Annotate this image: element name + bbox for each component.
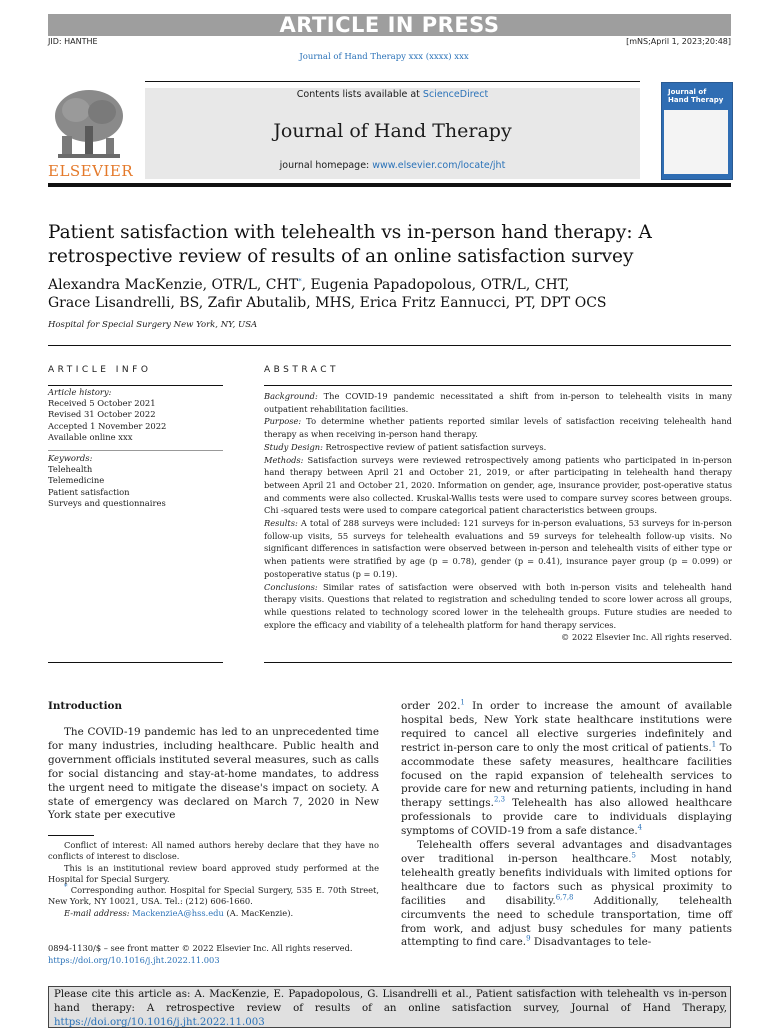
journal-homepage-line: journal homepage: www.elsevier.com/locate/jht: [279, 160, 506, 171]
article-title: Patient satisfaction with telehealth vs in-person hand therapy: A retrospective review of results of an online satisfaction survey: [48, 222, 652, 267]
title-bottom-rule: [48, 345, 731, 346]
cover-title: Journal of Hand Therapy: [668, 88, 724, 104]
cover-page-graphic: [664, 110, 728, 174]
jid-label: JID: HANTHE: [48, 37, 98, 46]
introduction-heading: Introduction: [48, 700, 122, 712]
sciencedirect-link[interactable]: ScienceDirect: [422, 89, 489, 100]
keywords-rule: [48, 450, 223, 451]
article-history: Article history: Received 5 October 2021 Revised 31 October 2022 Accepted 1 November 2022 Available online xxx: [48, 387, 167, 442]
abstract-rule: [264, 385, 732, 386]
reference-link[interactable]: 1: [460, 698, 465, 707]
abstract-heading: ABSTRACT: [264, 365, 340, 375]
masthead-top-rule: [145, 81, 640, 82]
contents-available-line: Contents lists available at ScienceDirect: [296, 89, 489, 100]
journal-title: Journal of Hand Therapy: [273, 120, 512, 142]
irb-footnote: This is an institutional review board approved study performed at the Hospital for Special Surgery.: [48, 862, 379, 884]
abstract-body: Background: The COVID-19 pandemic necessitated a shift from in-person to telehealth visits in many outpatient rehabilitation facilities. Purpose: To determine whether patients reported similar levels of satisfaction receiving telehealth hand therapy as when receiving in-person hand therapy. Study Design: Retrospective review of patient satisfaction surveys. Methods: Satisfaction surveys were reviewed retrospectively among patients who participated in in-person hand therapy between April 21 and October 21, 2019, or after participating in telehealth hand therapy between April 21 and October 21, 2020. Information on gender, age, insurance provider, post-operative status and comments were also collected. Kruskal-Wallis tests were used to compare survey scores between groups. Chi -squared tests were used to compare categorical patient characteristics between groups. Results: A total of 288 surveys were included: 121 surveys for in-person evaluations, 53 surveys for in-person follow-up visits, 55 surveys for telehealth evaluations and 59 surveys for telehealth follow-up visits. No significant differences in satisfaction were observed between in-person and telehealth visits of either type or when patients were stratified by age (p = 0.78), gender (p = 0.41), insurance payer group (p = 0.099) or postoperative status (p = 0.19). Conclusions: Similar rates of satisfaction were observed with both in-person visits and telehealth hand therapy visits. Questions that related to registration and scheduling tended to score lower across all groups, while questions related to technology scored lower in the telehealth groups. Future studies are needed to explore the efficacy and viability of a telehealth platform for hand therapy services. © 2022 Elsevier Inc. All rights reserved.: [264, 391, 732, 643]
author-list: Alexandra MacKenzie, OTR/L, CHT*, Eugenia Papadopolous, OTR/L, CHT, Grace Lisandrelli, BS, Zafir Abutalib, MHS, Erica Fritz Eannucci, PT, DPT OCS: [48, 277, 607, 311]
copyright-line: © 2022 Elsevier Inc. All rights reserved.: [561, 632, 732, 643]
corresponding-author-mark[interactable]: *: [298, 277, 302, 286]
introduction-paragraph-2: Telehealth offers several advantages and disadvantages over traditional in-person healthcare.$^5$ Most notably, telehealth greatly benefits individuals with limited options for healthcare due to factors such as physical proximity to facilities and disability.$^{6,7,8}$ Additionally, telehealth circumvents the need to schedule transportation, time off from work, and adjust busy schedules for many patients attempting to find care.$^9$ Disadvantages to tele-: [401, 839, 733, 949]
email-link[interactable]: MackenzieA@hss.edu: [132, 907, 224, 918]
issn-line: 0894-1130/$ – see front matter © 2022 Elsevier Inc. All rights reserved.: [48, 943, 353, 953]
reference-link[interactable]: 6,7,8: [555, 893, 574, 902]
keywords-list: Keywords: Telehealth Telemedicine Patient satisfaction Surveys and questionnaires: [48, 453, 166, 508]
elsevier-wordmark: ELSEVIER: [48, 162, 134, 180]
article-info-heading: ARTICLE INFO: [48, 365, 152, 375]
article-in-press-banner: ARTICLE IN PRESS: [48, 14, 731, 36]
citation-text: Please cite this article as: A. MacKenzie, E. Papadopolous, G. Lisandrelli et al., Patient satisfaction with telehealth vs in-person hand therapy: A retrospective review of results of an online satisfaction survey, Journal of Hand Therapy, https://doi.org/10.1016/j.jht.2022.11.003: [54, 989, 727, 1028]
journal-homepage-link[interactable]: www.elsevier.com/locate/jht: [372, 160, 506, 171]
affiliation: Hospital for Special Surgery New York, NY, USA: [48, 320, 258, 330]
reference-link[interactable]: 5: [631, 851, 636, 860]
reference-link[interactable]: 1: [711, 740, 717, 749]
footnotes: [48, 840, 379, 919]
conflict-footnote: Conflict of interest: All named authors hereby declare that they have no conflicts of interest to disclose.: [48, 840, 379, 862]
introduction-paragraph-1: The COVID-19 pandemic has led to an unprecedented time for many industries, including healthcare. Public health and government officials instituted several measures, such as calls for social distancing and stay-at-home mandates, to address the urgent need to mitigate the disease's impact on society. A state of emergency was declared on March 7, 2020 in New York state per executive: [48, 726, 379, 822]
reference-link[interactable]: 9: [526, 934, 531, 943]
masthead-bottom-rule: [48, 183, 731, 187]
abstract-bottom-rule: [264, 662, 732, 663]
reference-link[interactable]: 2,3: [493, 795, 506, 804]
introduction-paragraph-1-continued: order 202.$^1$ In order to increase the amount of available hospital beds, New York state healthcare institutions were required to cancel all elective surgeries indefinitely and restrict in-person care to only the most critical of patients.$^1$ To accommodate these safety measures, healthcare facilities focused on the rapid expansion of telehealth services to provide care for new and returning patients, including in hand therapy settings.$^{2,3}$ Telehealth has also allowed healthcare professionals to provide care to individuals displaying symptoms of COVID-19 from a safe distance.$^4$ Telehealth offers several advantages and disadvantages over traditional in-person healthcare.$^5$ Most notably, telehealth greatly benefits individuals with limited options for healthcare due to factors such as physical proximity to facilities and disability.$^{6,7,8}$ Additionally, telehealth circumvents the need to schedule transportation, time off from work, and adjust busy schedules for many patients attempting to find care.$^9$ Disadvantages to tele-: [401, 698, 733, 949]
article-info-rule: [48, 385, 223, 386]
citation-doi-link[interactable]: https://doi.org/10.1016/j.jht.2022.11.003: [54, 1017, 265, 1028]
timestamp-label: [mNS;April 1, 2023;20:48]: [626, 37, 731, 46]
reference-link[interactable]: 4: [637, 823, 643, 832]
corresponding-footnote: * Corresponding author. Hospital for Special Surgery, 535 E. 70th Street, New York, NY 10021, USA. Tel.: (212) 606-1660.: [48, 883, 379, 907]
doi-link[interactable]: https://doi.org/10.1016/j.jht.2022.11.003: [48, 955, 220, 965]
journal-reference-link[interactable]: Journal of Hand Therapy xxx (xxxx) xxx: [299, 52, 469, 62]
email-footnote: E-mail address: MackenzieA@hss.edu (A. MacKenzie).: [64, 907, 294, 918]
article-info-bottom-rule: [48, 662, 223, 663]
footnote-rule: [48, 835, 94, 836]
